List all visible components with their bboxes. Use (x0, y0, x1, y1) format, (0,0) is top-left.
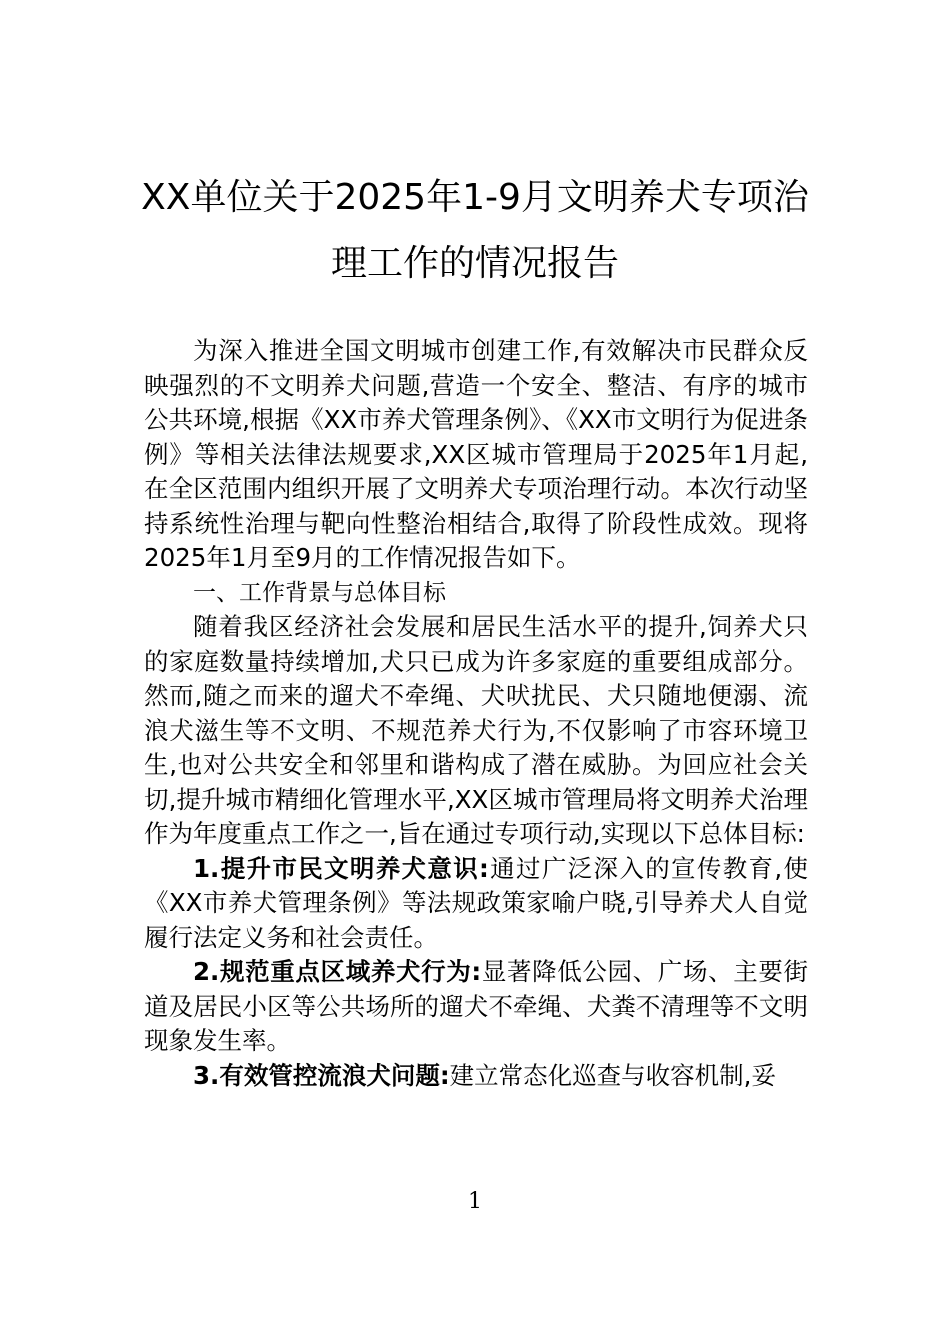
goal-text: 建立常态化巡查与收容机制,妥 (449, 1060, 776, 1090)
goal-label: 2.规范重点区域养犬行为: (193, 957, 482, 986)
goal-text: 显著降低公园、广场、主要街道及居民小区等公共场所的遛犬不牵绳、犬粪不清理等不文明现象发生率。 (144, 957, 808, 1055)
intro-paragraph: 为深入推进全国文明城市创建工作,有效解决市民群众反映强烈的不文明养犬问题,营造一个安全、整洁、有序的城市公共环境,根据《XX市养犬管理条例》、《XX市文明行为促进条例》等相关法律法规要求,XX区城市管理局于2025年1月起,在全区范围内组织开展了文明养犬专项治理行动。本次行动坚持系统性治理与靶向性整治相结合,取得了阶段性成效。现将2025年1月至9月的工作情况报告如下。 (144, 336, 808, 572)
page-number: 1 (468, 1189, 482, 1214)
document-title-line-2: 理工作的情况报告 (330, 243, 619, 284)
goal-text: 通过广泛深入的宣传教育,使《XX市养犬管理条例》等法规政策家喻户晓,引导养犬人自觉履行法定义务和社会责任。 (144, 853, 808, 952)
goal-item (144, 852, 808, 956)
background-paragraph: 随着我区经济社会发展和居民生活水平的提升,饲养犬只的家庭数量持续增加,犬只已成为许多家庭的重要组成部分。然而,随之而来的遛犬不牵绳、犬吠扰民、犬只随地便溺、流浪犬滋生等不文明、不规范养犬行为,不仅影响了市容环境卫生,也对公共安全和邻里和谐构成了潜在威胁。为回应社会关切,提升城市精细化管理水平,XX区城市管理局将文明养犬治理作为年度重点工作之一,旨在通过专项行动,实现以下总体目标: (144, 612, 808, 848)
goal-label: 3.有效管控流浪犬问题: (193, 1060, 450, 1090)
document-body (144, 334, 808, 1093)
goal-item (144, 955, 808, 1059)
goal-item (144, 1059, 808, 1094)
document-title-line-1: XX单位关于2025年1-9月文明养犬专项治 (141, 177, 809, 218)
goal-label: 1.提升市民文明养犬意识: (193, 853, 489, 883)
section-heading: 一、工作背景与总体目标 (193, 579, 446, 606)
